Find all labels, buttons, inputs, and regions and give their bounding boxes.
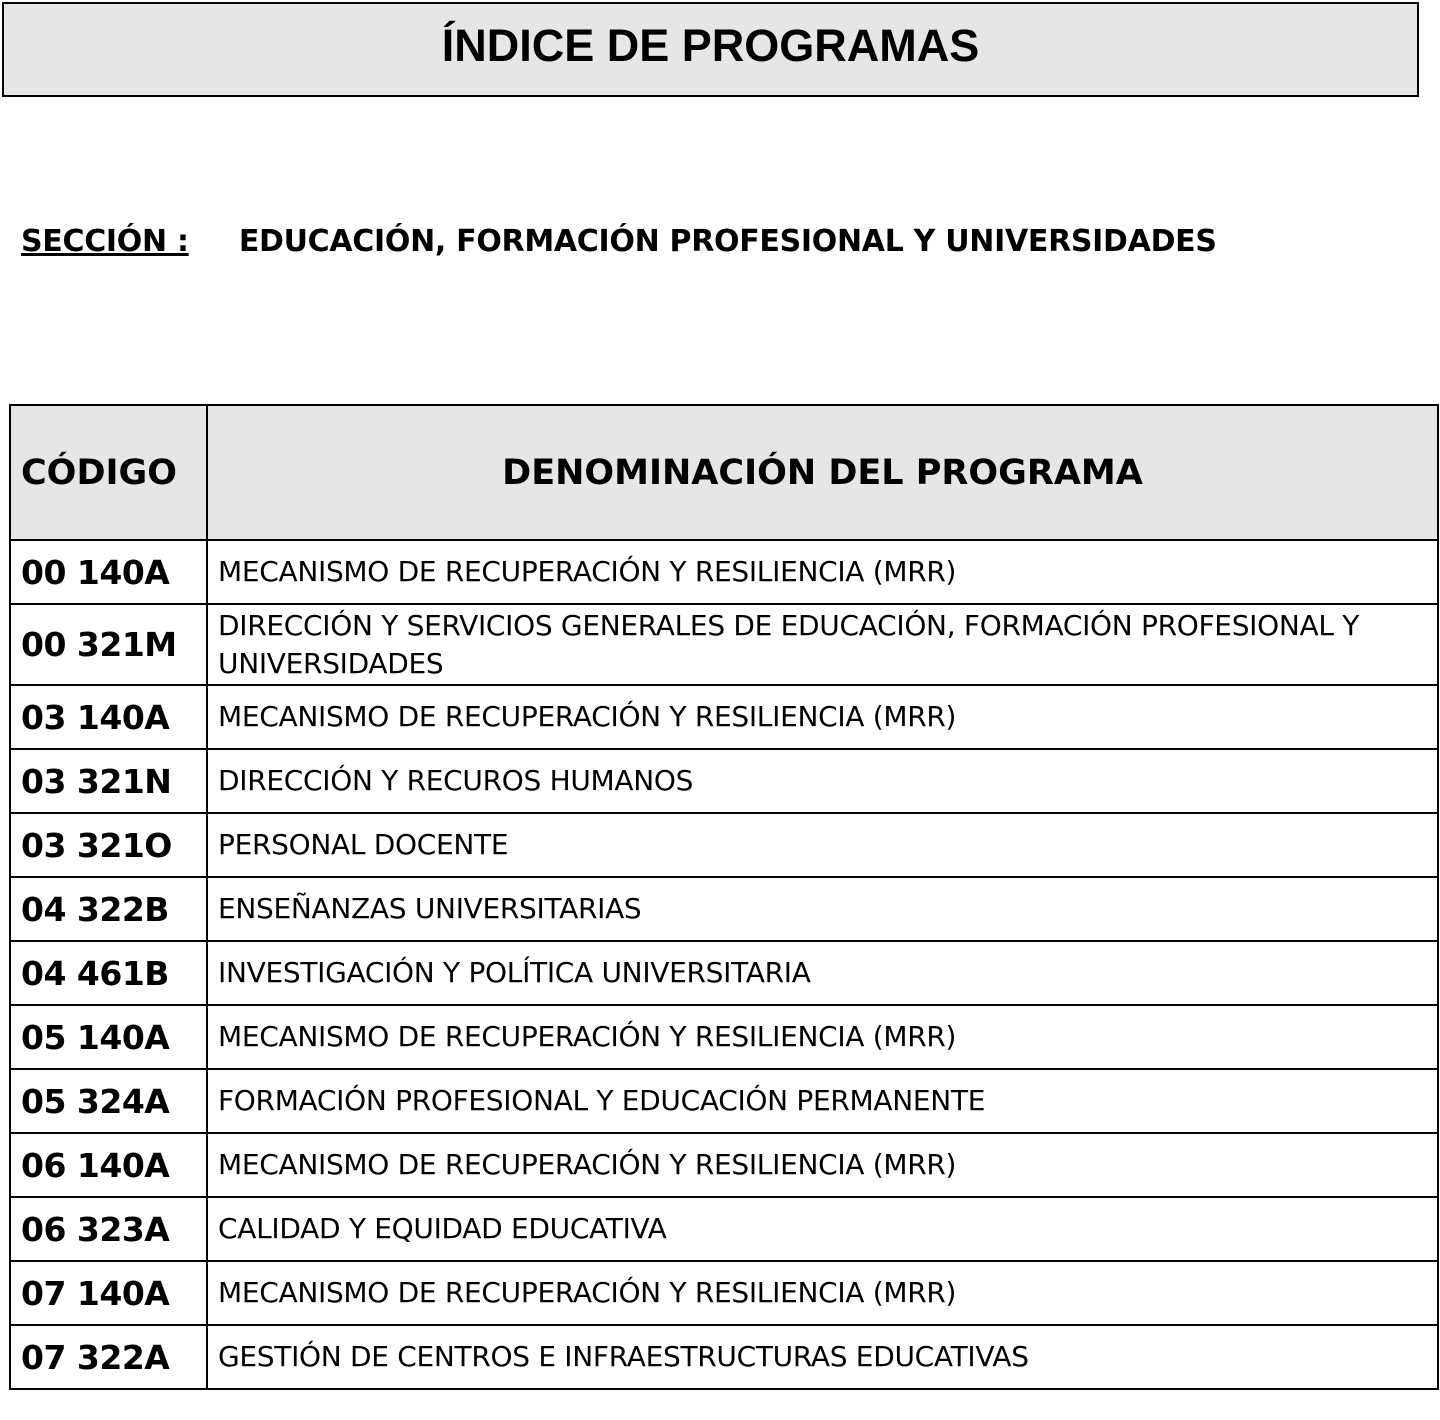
table-row — [10, 540, 1438, 604]
table-row — [10, 1197, 1438, 1261]
program-code: 07 322A — [10, 1325, 207, 1389]
program-code: 00 140A — [10, 540, 207, 604]
program-name: PERSONAL DOCENTE — [207, 813, 1438, 877]
program-name: MECANISMO DE RECUPERACIÓN Y RESILIENCIA (MRR) — [207, 540, 1438, 604]
program-code: 03 321O — [10, 813, 207, 877]
program-code: 07 140A — [10, 1261, 207, 1325]
program-name: MECANISMO DE RECUPERACIÓN Y RESILIENCIA (MRR) — [207, 1133, 1438, 1197]
table-row — [10, 1325, 1438, 1389]
header-name: DENOMINACIÓN DEL PROGRAMA — [207, 405, 1438, 540]
program-name: MECANISMO DE RECUPERACIÓN Y RESILIENCIA (MRR) — [207, 1261, 1438, 1325]
section-heading — [21, 224, 1217, 259]
table-row — [10, 1069, 1438, 1133]
header-code: CÓDIGO — [10, 405, 207, 540]
program-name: MECANISMO DE RECUPERACIÓN Y RESILIENCIA (MRR) — [207, 1005, 1438, 1069]
table-row — [10, 1261, 1438, 1325]
table-row — [10, 1005, 1438, 1069]
program-code: 06 323A — [10, 1197, 207, 1261]
program-name: MECANISMO DE RECUPERACIÓN Y RESILIENCIA (MRR) — [207, 685, 1438, 749]
program-code: 05 324A — [10, 1069, 207, 1133]
program-code: 04 461B — [10, 941, 207, 1005]
program-code: 03 140A — [10, 685, 207, 749]
program-code: 00 321M — [10, 604, 207, 685]
program-name: INVESTIGACIÓN Y POLÍTICA UNIVERSITARIA — [207, 941, 1438, 1005]
program-code: 03 321N — [10, 749, 207, 813]
table-row — [10, 941, 1438, 1005]
table-row — [10, 604, 1438, 685]
program-code: 05 140A — [10, 1005, 207, 1069]
program-name: FORMACIÓN PROFESIONAL Y EDUCACIÓN PERMANENTE — [207, 1069, 1438, 1133]
program-name: GESTIÓN DE CENTROS E INFRAESTRUCTURAS EDUCATIVAS — [207, 1325, 1438, 1389]
section-label: SECCIÓN : — [21, 224, 189, 259]
table-row — [10, 749, 1438, 813]
table-header-row — [10, 405, 1438, 540]
table-row — [10, 1133, 1438, 1197]
program-code: 06 140A — [10, 1133, 207, 1197]
table-row — [10, 685, 1438, 749]
title-box — [2, 2, 1419, 97]
program-code: 04 322B — [10, 877, 207, 941]
table-row — [10, 813, 1438, 877]
table-row — [10, 877, 1438, 941]
program-name: DIRECCIÓN Y RECUROS HUMANOS — [207, 749, 1438, 813]
program-name: ENSEÑANZAS UNIVERSITARIAS — [207, 877, 1438, 941]
page-title: ÍNDICE DE PROGRAMAS — [441, 20, 980, 71]
section-value: EDUCACIÓN, FORMACIÓN PROFESIONAL Y UNIVERSIDADES — [238, 224, 1217, 259]
programs-table — [9, 404, 1439, 1390]
program-name: DIRECCIÓN Y SERVICIOS GENERALES DE EDUCACIÓN, FORMACIÓN PROFESIONAL Y UNIVERSIDADES — [207, 604, 1438, 685]
program-name: CALIDAD Y EQUIDAD EDUCATIVA — [207, 1197, 1438, 1261]
